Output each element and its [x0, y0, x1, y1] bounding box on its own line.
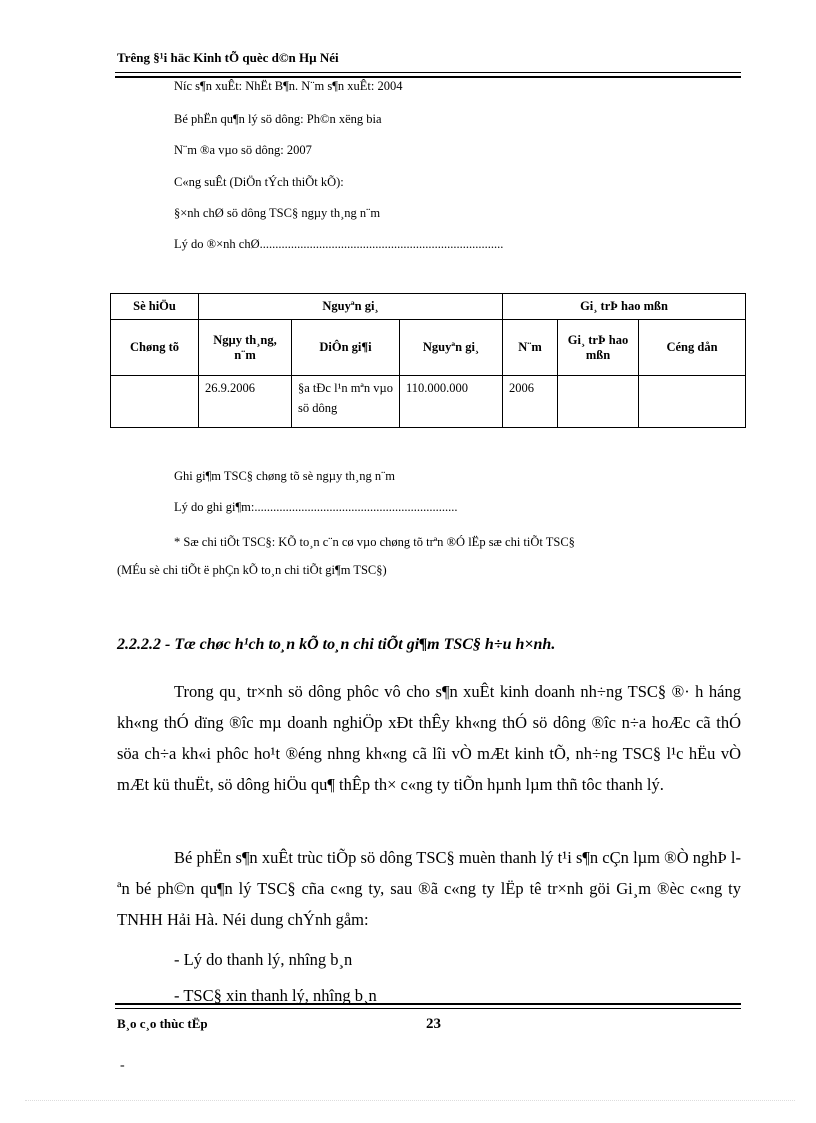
subheader-ngay-thang: Ngµy th¸ng, n¨m: [199, 320, 292, 376]
footer-dash: -: [120, 1058, 125, 1073]
subheader-gia-tri: Gi¸ trÞ hao mßn: [558, 320, 639, 376]
form-line-capacity: C«ng suÊt (DiÖn tÝch thiÕt kÕ):: [174, 175, 344, 189]
header-nguyen-gia: Nguyªn gi¸: [199, 294, 503, 320]
subheader-chung-tu: Chøng tõ: [111, 320, 199, 376]
header-so-hieu: Sè hiÖu: [111, 294, 199, 320]
cell-date: 26.9.2006: [199, 376, 292, 428]
cell-depreciation: [558, 376, 639, 428]
footer-rule-top: [115, 1003, 741, 1005]
form-line-origin: Níc s¶n xuÊt: NhËt B¶n. N¨m s¶n xuÊt: 2004: [174, 79, 403, 93]
form-line-suspension: §×nh chØ sö dông TSC§ ngµy th¸ng n¨m: [174, 206, 381, 220]
paragraph-1: Trong qu¸ tr×nh sö dông phôc vô cho s¶n xuÊt kinh doanh nh÷ng TSC§ ®· h háng kh«ng thÓ dïng ®îc mµ doanh nghiÖp xÐt thÊy kh«ng thÓ sö dông ®îc n÷a hoÆc cã thÓ söa ch÷a kh«i phôc ho¹t ®éng nhng kh«ng cã lîi vÒ mÆt kinh tÕ, nh÷ng TSC§ l¹c hËu vÒ mÆt kü thuËt, sö dông hiÖu qu¶ thÊp th× c«ng ty tiÕn hµnh lµm thñ tôc thanh lý.: [117, 682, 741, 794]
form-line-suspension-reason: Lý do ®×nh chØ..............................................................................: [174, 237, 504, 251]
footer-rule-bottom: [115, 1008, 741, 1009]
detail-book-note: * Sæ chi tiÕt TSC§: KÕ to¸n c¨n cø vµo chøng tõ trªn ®Ó lËp sæ chi tiÕt TSC§: [174, 535, 575, 549]
subheader-nam: N¨m: [503, 320, 558, 376]
cell-original-cost: 110.000.000: [400, 376, 503, 428]
subheader-cong-don: Céng dån: [639, 320, 746, 376]
table-row: [111, 376, 746, 428]
page-bottom-divider: [25, 1100, 795, 1101]
cell-cumulative: [639, 376, 746, 428]
section-heading: 2.2.2.2 - Tæ chøc h¹ch to¸n kÕ to¸n chi tiÕt gi¶m TSC§ h÷u h×nh.: [117, 636, 556, 653]
paragraph-2: Bé phËn s¶n xuÊt trùc tiÕp sö dông TSC§ muèn thanh lý t¹i s¶n cÇn lµm ®Ò nghÞ lªn bé ph©n qu¶n lý TSC§ cña c«ng ty, sau ®ã c«ng ty lËp tê tr×nh göi Gi¸m ®èc c«ng ty TNHH Hải Hà. Néi dung chÝnh gåm:: [117, 848, 741, 929]
write-down-line: Ghi gi¶m TSC§ chøng tõ sè ngµy th¸ng n¨m: [174, 469, 395, 483]
page-header-title: Trêng §¹i häc Kinh tÕ quèc d©n Hµ Néi: [117, 50, 339, 65]
subheader-dien-giai: DiÔn gi¶i: [292, 320, 400, 376]
page-number: 23: [426, 1016, 441, 1032]
cell-year: 2006: [503, 376, 558, 428]
asset-table: [110, 293, 746, 428]
bullet-asset: - TSC§ xin thanh lý, nhîng b¸n: [174, 986, 377, 1005]
footer-report-label: B¸o c¸o thùc tËp: [117, 1016, 208, 1031]
write-down-reason: Lý do ghi gi¶m:.................................................................: [174, 500, 458, 514]
form-line-year-in-use: N¨m ®a vµo sö dông: 2007: [174, 143, 312, 157]
header-rule-top: [115, 72, 741, 73]
detail-book-note-cont: (MÉu sè chi tiÕt ë phÇn kÕ to¸n chi tiÕt gi¶m TSC§): [117, 563, 387, 577]
cell-chung-tu: [111, 376, 199, 428]
form-line-department: Bé phËn qu¶n lý sö dông: Ph©n xëng bia: [174, 112, 382, 126]
cell-description: §a tÐc l¹n mªn vµo sö dông: [292, 376, 400, 428]
header-rule-bottom: [115, 76, 741, 78]
bullet-reason: - Lý do thanh lý, nhîng b¸n: [174, 950, 353, 969]
subheader-nguyen-gia: Nguyªn gi¸: [400, 320, 503, 376]
header-hao-mon: Gi¸ trÞ hao mßn: [503, 294, 746, 320]
